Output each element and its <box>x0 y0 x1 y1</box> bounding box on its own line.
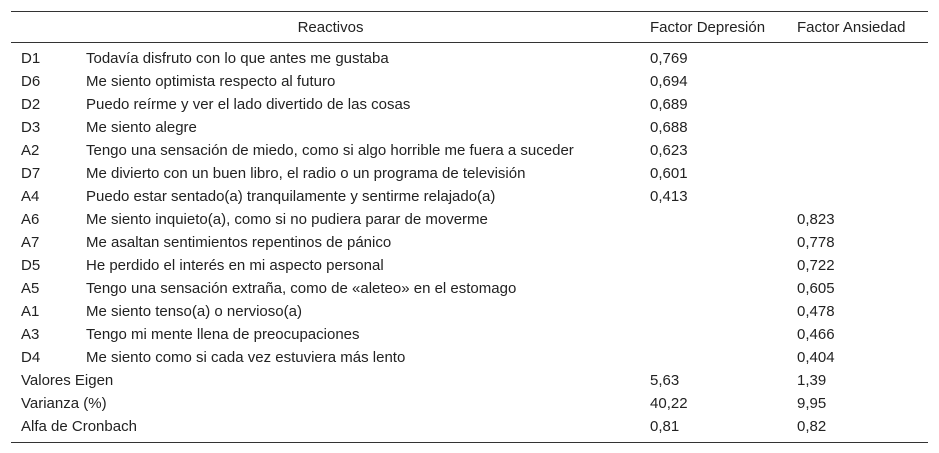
item-text: Puedo estar sentado(a) tranquilamente y sentirme relajado(a) <box>86 188 496 205</box>
summary-anxiety: 9,95 <box>797 395 827 412</box>
item-code: D6 <box>21 73 41 90</box>
item-text: Me siento optimista respecto al futuro <box>86 73 336 90</box>
anxiety-loading: 0,823 <box>797 211 835 228</box>
summary-anxiety: 1,39 <box>797 372 827 389</box>
item-code: A5 <box>21 280 40 297</box>
depression-loading: 0,769 <box>650 50 688 67</box>
item-text: Tengo una sensación de miedo, como si algo horrible me fuera a suceder <box>86 142 574 159</box>
anxiety-loading: 0,478 <box>797 303 835 320</box>
anxiety-loading: 0,722 <box>797 257 835 274</box>
depression-loading: 0,688 <box>650 119 688 136</box>
item-text: Me siento alegre <box>86 119 197 136</box>
anxiety-loading <box>797 162 928 185</box>
item-code: D7 <box>21 165 41 182</box>
header-row <box>11 12 928 43</box>
item-text: Todavía disfruto con lo que antes me gustaba <box>86 50 389 67</box>
table-header <box>11 12 928 43</box>
header-depression: Factor Depresión <box>650 12 797 43</box>
anxiety-loading: 0,404 <box>797 349 835 366</box>
depression-loading <box>650 323 797 346</box>
item-text: Me siento tenso(a) o nervioso(a) <box>86 303 302 320</box>
table-row <box>11 70 928 93</box>
summary-row <box>11 369 928 392</box>
item-text: Me asaltan sentimientos repentinos de pánico <box>86 234 392 251</box>
item-text: Me siento como si cada vez estuviera más lento <box>86 349 406 366</box>
table-row <box>11 277 928 300</box>
anxiety-loading: 0,605 <box>797 280 835 297</box>
depression-loading <box>650 231 797 254</box>
depression-loading: 0,623 <box>650 142 688 159</box>
depression-loading: 0,694 <box>650 73 688 90</box>
header-items: Reactivos <box>11 12 650 43</box>
summary-anxiety: 0,82 <box>797 415 928 443</box>
factor-loadings-table <box>11 11 928 443</box>
item-code: A2 <box>21 142 40 159</box>
item-code: D2 <box>21 96 41 113</box>
depression-loading <box>650 300 797 323</box>
anxiety-loading <box>797 93 928 116</box>
table-row <box>11 116 928 139</box>
depression-loading: 0,413 <box>650 188 688 205</box>
depression-loading: 0,601 <box>650 165 688 182</box>
summary-depression: 40,22 <box>650 395 688 412</box>
item-text: Puedo reírme y ver el lado divertido de las cosas <box>86 96 411 113</box>
item-code: D3 <box>21 119 41 136</box>
depression-loading <box>650 208 797 231</box>
anxiety-loading: 0,778 <box>797 234 835 251</box>
summary-row <box>11 415 928 443</box>
depression-loading <box>650 254 797 277</box>
depression-loading: 0,689 <box>650 96 688 113</box>
table-row <box>11 323 928 346</box>
anxiety-loading <box>797 43 928 71</box>
table-row <box>11 139 928 162</box>
item-code: A3 <box>21 326 40 343</box>
factor-loadings-table-container <box>11 11 928 443</box>
item-text: Me divierto con un buen libro, el radio o un programa de televisión <box>86 165 526 182</box>
item-text: Tengo mi mente llena de preocupaciones <box>86 326 360 343</box>
summary-depression: 5,63 <box>650 372 680 389</box>
summary-depression: 0,81 <box>650 415 797 443</box>
table-row <box>11 185 928 208</box>
item-code: A4 <box>21 188 40 205</box>
table-row <box>11 208 928 231</box>
depression-loading <box>650 277 797 300</box>
item-code: A7 <box>21 234 40 251</box>
item-code: D4 <box>21 349 41 366</box>
summary-label: Varianza (%) <box>21 395 107 412</box>
item-code: A6 <box>21 211 40 228</box>
item-code: A1 <box>21 303 40 320</box>
item-text: He perdido el interés en mi aspecto personal <box>86 257 384 274</box>
item-code: D5 <box>21 257 41 274</box>
table-row <box>11 162 928 185</box>
header-anxiety: Factor Ansiedad <box>797 12 928 43</box>
summary-label: Valores Eigen <box>21 372 114 389</box>
table-row <box>11 254 928 277</box>
table-row <box>11 93 928 116</box>
table-row <box>11 43 928 71</box>
summary-row <box>11 392 928 415</box>
item-code: D1 <box>21 50 41 67</box>
item-text: Tengo una sensación extraña, como de «aleteo» en el estomago <box>86 280 517 297</box>
anxiety-loading: 0,466 <box>797 326 835 343</box>
anxiety-loading <box>797 116 928 139</box>
table-row <box>11 231 928 254</box>
table-row <box>11 300 928 323</box>
anxiety-loading <box>797 139 928 162</box>
anxiety-loading <box>797 185 928 208</box>
item-text: Me siento inquieto(a), como si no pudiera parar de moverme <box>86 211 488 228</box>
summary-label: Alfa de Cronbach <box>11 415 650 443</box>
depression-loading <box>650 346 797 369</box>
table-row <box>11 346 928 369</box>
anxiety-loading <box>797 70 928 93</box>
table-body <box>11 43 928 443</box>
